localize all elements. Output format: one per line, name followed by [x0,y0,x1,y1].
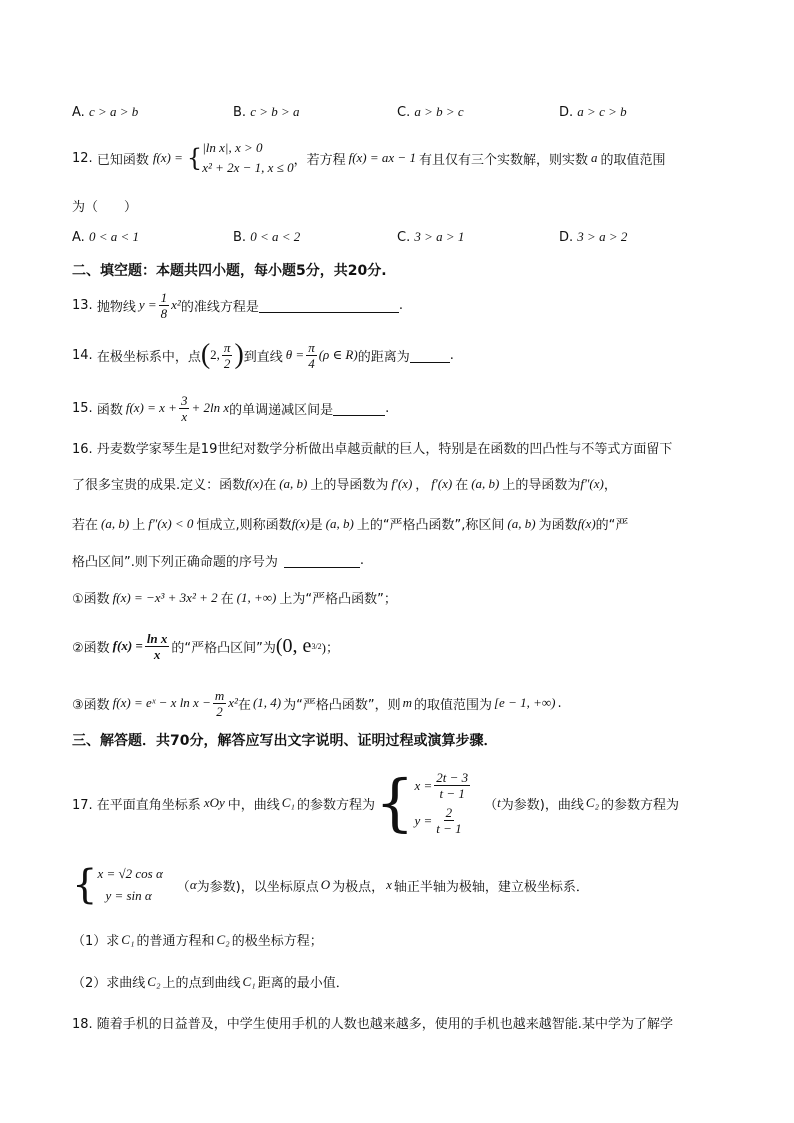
question-16-line-3: 若在 (a, b) 上 f″(x) < 0 恒成立,则称函数 f(x) 是 (a, b) 上的“严格凸函数”,称区间 (a, b) 为函数 f(x) 的“严 [72,515,629,533]
q11-option-c: C. a > b > c [397,104,464,120]
question-15: 15. 函数 f(x) = x + $\frac{3}{x}$ + 2ln x 的单调递减区间是 . [72,392,390,424]
question-16-line-4: 格凸区间”.则下列正确命题的序号为 . [72,553,365,570]
question-18: 18. 随着手机的日益普及，中学生使用手机的人数也越来越多，使用的手机也越来越智能.某中学为了解学 [72,1017,673,1032]
question-14: 14. 在极坐标系中，点 ( 2, $\frac{\pi}{2}$ ) 到直线 θ = $\frac{\pi}{4}$ (ρ ∈ R) 的距离为 . [72,339,454,371]
question-12-tail: 为（ ） [72,200,138,215]
case-1: |ln x|, x > 0 [202,140,263,155]
q12-option-c: C. 3 > a > 1 [397,229,465,245]
q12-option-d: D. 3 > a > 2 [559,229,628,245]
q12-option-a: A. 0 < a < 1 [72,229,139,245]
q11-option-d: D. a > c > b [559,104,627,120]
question-16-item-3: ③函数 f(x) = eˣ − x ln x − $\frac{m}{2}$ x² 在 (1, 4) 为“严格凸函数”，则 m 的取值范围为 [e − 1, +∞) . [72,687,562,719]
question-17-part-2: （2）求曲线 C₂ 上的点到曲线 C₁ 距离的最小值． [72,973,349,991]
question-12: 12. 已知函数 f(x) = { |ln x|, x > 0 x² + 2x − 1, x ≤ 0 ，若方程 f(x) = ax − 1 有且仅有三个实数解，则实数 a 的取值范围 [72,136,665,180]
q11-option-b: B. c > b > a [233,104,300,120]
question-16-line-1: 16. 丹麦数学家琴生是19世纪对数学分析做出卓越贡献的巨人，特别是在函数的凹凸性与不等式方面留下 [72,442,673,457]
q11-option-a: A. c > a > b [72,104,139,120]
answer-blank-13[interactable] [259,298,399,313]
question-17-line-2: { x = √2 cos α y = sin α （ α 为参数)，以坐标原点 O 为极点， x 轴正半轴为极轴，建立极坐标系． [72,862,589,908]
case-2: x² + 2x − 1, x ≤ 0 [202,160,294,175]
question-16-line-2: 了很多宝贵的成果.定义：函数 f(x) 在 (a, b) 上的导函数为 f′(x) ， f′(x) 在 (a, b) 上的导函数为 f″(x) ， [72,475,617,493]
question-17-part-1: （1）求 C₁ 的普通方程和 C₂ 的极坐标方程； [72,931,323,949]
answer-blank-14[interactable] [410,348,450,363]
question-16-item-1: ①函数 f(x) = −x³ + 3x² + 2 在 (1, +∞) 上为“严格凸函数”； [72,589,397,607]
section-3-heading: 三、解答题．共70分，解答应写出文字说明、证明过程或演算步骤． [72,733,498,749]
q12-option-b: B. 0 < a < 2 [233,229,301,245]
question-13: 13. 抛物线 y = $\frac{1}{8}$ x² 的准线方程是 . [72,289,403,321]
question-16-item-2: ②函数 f(x) = $\frac{\text{ln x}}{x}$ 的“严格凸区间”为 (0, e 3/2 )； [72,630,340,662]
section-2-heading: 二、填空题：本题共四小题，每小题5分，共20分. [72,263,387,279]
question-17-line-1: 17. 在平面直角坐标系 xOy 中，曲线 C₁ 的参数方程为 { x = $\frac{2t - 3}{t - 1}$ y = $\frac{2}{t - 1}$ （ t 为参数)，曲线 C₂ 的参数方程为 [72,766,680,839]
answer-blank-15[interactable] [333,401,385,416]
answer-blank-16[interactable] [284,553,360,568]
